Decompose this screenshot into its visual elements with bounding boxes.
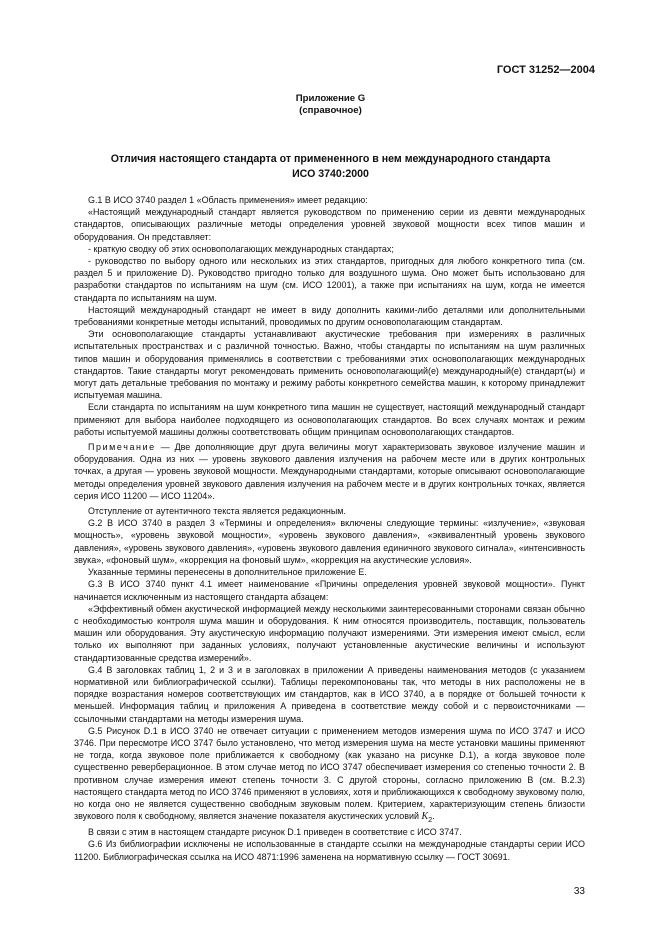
k2-subscript: 2 [428,814,433,824]
document-code-header: ГОСТ 31252—2004 [496,64,595,76]
paragraph: Эти основополагающие стандарты устанавливают акустические требования при измерениях в различных испытательных пространствах и с различной точностью. Важно, чтобы стандарты по испытаниям на шум различных типов машин и оборудования применялись в соответствии с требованиями этих основополагающих международных стандартов. Такие стандарты могут рекомендовать применить основополагающий(е) международный(е) стандарт(ы) и могут дать детальные требования по монтажу и режиму работы конкретного семейства машин, к которому принадлежит испытуемая машина. [74,329,585,401]
paragraph-bullet-1: - краткую сводку об этих основополагающих международных стандартах; [88,243,394,254]
paragraph: Если стандарта по испытаниям на шум конкретного типа машин не существует, настоящий международный стандарт применяют для выбора наиболее подходящего из основополагающих стандартов. Во всех случаях монтаж и режим работы испытуемой машины должны соответствовать общим принципам основополагающих стандартов. [74,402,585,437]
note-paragraph [74,441,585,502]
paragraph-g4: G.4 В заголовках таблиц 1, 2 и 3 и в заголовках в приложении А приведены наименования методов (с указанием нормативной или библиографической ссылки). Таблицы перекомпонованы так, что методы в них расположены не в порядке возрастания номеров соответствующих им стандартов, как в ИСО 3740, а в порядке от большей точности к меньшей. Информация таблиц и приложения А приведена в соответствие между собой и с первоисточниками — ссылочными стандартами на методы измерения шума. [74,664,585,724]
page-number: 33 [573,886,585,897]
paragraph-g5-text: G.5 Рисунок D.1 в ИСО 3740 не отвечает ситуации с применением методов измерения шума по ИСО 3747 и ИСО 3746. При пересмотре ИСО 3747 было установлено, что метод измерения шума на месте установки машины применяют не тогда, когда звуковое поле приближается к свободному (как указано на рисунке D.1), а когда звуковое поле существенно реверберационное. В этом случае метод по ИСО 3747 обеспечивает измерения со степенью точности 2. В противном случае измерения имеют степень точности 3. С другой стороны, согласно приложению В (см. В.2.3) настоящего стандарта метод по ИСО 3746 применяют в условиях, хотя и приближающихся к свободному звуковому полю, но когда оно не является существенно свободным звуковым полем. Критерием, характеризующим степень близости звукового поля к свободному, является значение показателя акустических условий [74,725,585,822]
k2-end: . [432,811,435,822]
annex-title: Приложение G [295,93,366,104]
paragraph-quote-intro: «Настоящий международный стандарт является руководством по применению серии из девяти международных стандартов, описывающих различные методы определения уровней звуковой мощности всех типов машин и оборудования. Он представляет: [74,207,585,242]
section-title-line1: Отличия настоящего стандарта от примененного в нем международного стандарта [110,153,551,165]
document-body [74,194,585,863]
note-text: — Две дополняющие друг друга величины могут характеризовать звуковое излучение машин и оборудования. Одна из них — уровень звукового давления излучения на рабочем месте или в других контрольных точках, а другая — уровень звуковой мощности. Международными стандартами, которые описывают основополагающие методы определения уровней звукового давления излучения на рабочем месте и в других контрольных точках, является серия ИСО 11200 — ИСО 11204». [74,442,585,501]
paragraph-bullet-2: - руководство по выбору одного или нескольких из этих стандартов, пригодных для любого конкретного типа (см. раздел 5 и приложение D). Руководство пригодно только для воздушного шума. Оно может быть использовано для разработки стандартов по испытаниям на шум (см. ИСО 12001), а также при испытаниях на шум, когда не имеется стандарта по испытаниям на шум. [74,256,585,303]
k2-symbol: K [421,811,429,823]
paragraph-g2: G.2 В ИСО 3740 в раздел 3 «Термины и определения» включены следующие термины: «излучение», «звуковая мощность», «уровень звуковой мощности», «уровень звукового давления», «эквивалентный уровень звукового давления», «уровень звукового давления», «уровень звукового давления единичного звукового сигнала», «интенсивность звука», «фоновый шум», «коррекция на фоновый шум», «коррекция на акустические условия». [74,518,585,565]
paragraph: В связи с этим в настоящем стандарте рисунок D.1 приведен в соответствие с ИСО 3747. [88,827,462,838]
paragraph-g6: G.6 Из библиографии исключены не использованные в стандарте ссылки на международные стандарты серии ИСО 11200. Библиографическая ссылка на ИСО 4871:1996 заменена на нормативную ссылку — ГОСТ 30691. [74,839,585,862]
section-title-line2: ИСО 3740:2000 [292,168,369,180]
paragraph-quote: «Эффективный обмен акустической информацией между несколькими заинтересованными сторонами связан обычно с необходимостью контроля шума машин и оборудования. К ним относятся производитель, поставщик, пользователь машин или оборудования. Эту акустическую информацию получают измерениями. Эти измерения имеют смысл, если только их выполняют при заданных условиях, получают установленные акустические величины и используют стандартизованные средства измерений». [74,603,585,663]
paragraph-g3: G.3 В ИСО 3740 пункт 4.1 имеет наименование «Причины определения уровней звуковой мощности». Пункт начинается исключенным из настоящего стандарта абзацем: [74,579,585,602]
paragraph: Указанные термины перенесены в дополнительное приложение Е. [88,567,367,578]
paragraph: Настоящий международный стандарт не имеет в виду дополнить какими-либо деталями или дополнительными требованиями конкретные методы испытаний, проводимых по другим основополагающим стандартам. [74,304,585,328]
paragraph-g1: G.1 В ИСО 3740 раздел 1 «Область применения» имеет редакцию: [88,195,368,205]
paragraph: Отступление от аутентичного текста является редакционным. [88,506,346,517]
annex-subtitle: (справочное) [299,105,362,116]
note-label: Примечание [88,442,156,453]
paragraph-g5 [74,725,585,826]
